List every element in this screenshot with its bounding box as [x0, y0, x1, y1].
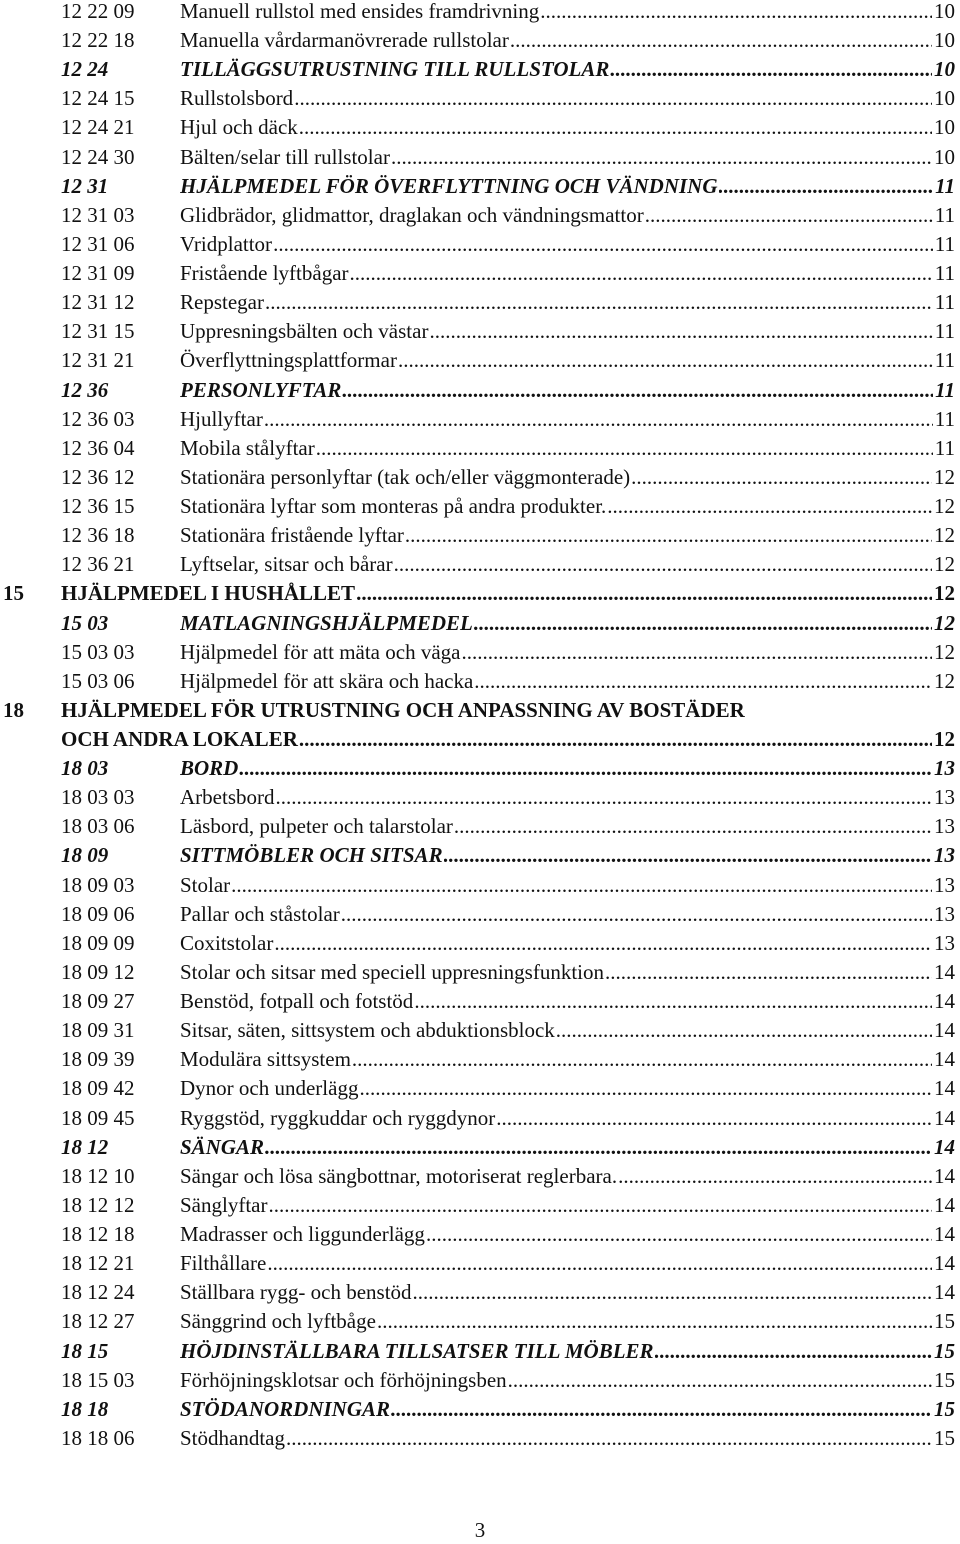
toc-entry[interactable] — [0, 958, 960, 987]
toc-entry[interactable] — [0, 1278, 960, 1307]
dot-leader — [267, 1249, 932, 1278]
dot-leader — [391, 143, 932, 172]
toc-entry-page: 11 — [934, 231, 955, 256]
toc-entry-line — [180, 783, 955, 812]
toc-entry-code: 18 09 06 — [61, 901, 135, 926]
toc-entry[interactable] — [0, 1016, 960, 1045]
toc-entry-page: 10 — [934, 86, 955, 111]
toc-entry[interactable] — [0, 871, 960, 900]
toc-entry[interactable] — [0, 1045, 960, 1074]
toc-entry-line — [180, 84, 955, 113]
toc-entry-title: Glidbrädor, glidmattor, draglakan och vändningsmattor — [180, 202, 644, 227]
toc-entry-line — [180, 1045, 955, 1074]
toc-entry-line — [180, 434, 955, 463]
toc-entry-line — [180, 1278, 955, 1307]
dot-leader — [352, 1045, 932, 1074]
dot-leader — [496, 1104, 932, 1133]
toc-entry-title: HJÄLPMEDEL FÖR UTRUSTNING OCH ANPASSNING AV BOSTÄDER — [61, 697, 745, 722]
toc-entry-title: Sitsar, säten, sittsystem och abduktionsblock — [180, 1018, 555, 1043]
toc-entry-title: Manuell rullstol med ensides framdrivning — [180, 0, 540, 23]
toc-entry-title: HJÄLPMEDEL FÖR ÖVERFLYTTNING OCH VÄNDNING — [180, 173, 718, 198]
toc-entry-page: 12 — [934, 610, 955, 635]
dot-leader — [265, 288, 933, 317]
toc-entry-line — [180, 288, 955, 317]
toc-entry[interactable] — [0, 317, 960, 346]
toc-entry-page: 11 — [934, 202, 955, 227]
toc-entry-title: STÖDANORDNINGAR — [180, 1396, 391, 1421]
toc-entry-page: 12 — [934, 523, 955, 548]
toc-entry-line — [180, 871, 955, 900]
toc-entry-title: Modulära sittsystem — [180, 1047, 351, 1072]
toc-entry[interactable] — [0, 1104, 960, 1133]
toc-entry-title: TILLÄGGSUTRUSTNING TILL RULLSTOLAR — [180, 57, 610, 82]
toc-entry[interactable] — [0, 638, 960, 667]
toc-entry-title: HJÄLPMEDEL I HUSHÅLLET — [61, 581, 356, 606]
toc-entry[interactable] — [0, 841, 960, 870]
toc-entry-line — [180, 492, 955, 521]
toc-entry-page: 13 — [934, 930, 955, 955]
toc-entry-code: 12 22 09 — [61, 0, 135, 23]
toc-entry-line — [180, 376, 955, 405]
toc-entry[interactable] — [0, 0, 960, 26]
toc-entry[interactable] — [0, 609, 960, 638]
toc-entry-title: Stödhandtag — [180, 1425, 285, 1450]
dot-leader — [286, 1424, 932, 1453]
toc-entry-title-continued: OCH ANDRA LOKALER — [61, 726, 298, 751]
toc-entry[interactable] — [0, 579, 960, 608]
dot-leader — [605, 958, 932, 987]
toc-entry[interactable] — [0, 754, 960, 783]
toc-entry-title: Sängar och lösa sängbottnar, motoriserat reglerbara. — [180, 1163, 618, 1188]
toc-entry[interactable] — [0, 667, 960, 696]
dot-leader — [350, 259, 933, 288]
toc-entry-line — [180, 55, 955, 84]
toc-entry-line — [180, 405, 955, 434]
dot-leader — [405, 521, 932, 550]
toc-entry-title: Stolar — [180, 872, 231, 897]
page-number: 3 — [474, 1518, 486, 1542]
toc-entry-title: Stationära fristående lyftar — [180, 523, 404, 548]
toc-entry-line — [61, 725, 955, 754]
toc-entry-line — [180, 1220, 955, 1249]
toc-entry-title: Benstöd, fotpall och fotstöd — [180, 989, 414, 1014]
toc-entry-page: 12 — [934, 494, 955, 519]
dot-leader — [631, 463, 932, 492]
toc-entry-page: 14 — [934, 1105, 955, 1130]
toc-entry[interactable] — [0, 900, 960, 929]
toc-entry-title: Hjullyftar — [180, 406, 263, 431]
toc-entry-code: 12 36 18 — [61, 523, 135, 548]
toc-entry-line — [180, 1249, 955, 1278]
toc-entry-page: 15 — [934, 1425, 955, 1450]
toc-entry-page: 11 — [935, 377, 955, 402]
toc-entry-page: 12 — [934, 639, 955, 664]
dot-leader — [540, 0, 932, 26]
dot-leader — [341, 900, 932, 929]
dot-leader — [556, 1016, 932, 1045]
toc-entry-title: Lyftselar, sitsar och bårar — [180, 552, 393, 577]
toc-entry-code: 15 03 — [61, 610, 109, 635]
dot-leader — [359, 1074, 932, 1103]
toc-entry-title: Dynor och underlägg — [180, 1076, 359, 1101]
toc-entry[interactable] — [0, 463, 960, 492]
toc-entry-line — [180, 201, 955, 230]
toc-entry-code: 15 03 06 — [61, 668, 135, 693]
toc-entry[interactable] — [0, 1162, 960, 1191]
toc-entry[interactable] — [0, 1220, 960, 1249]
toc-entry-page: 14 — [934, 1076, 955, 1101]
toc-entry-code: 18 12 18 — [61, 1222, 135, 1247]
toc-entry-page: 15 — [934, 1396, 955, 1421]
toc-entry-title: BORD — [180, 756, 239, 781]
toc-entry-code: 12 31 06 — [61, 231, 135, 256]
toc-entry-title: Sänggrind och lyftbåge — [180, 1309, 376, 1334]
toc-entry-line — [180, 346, 955, 375]
toc-entry-page: 13 — [934, 901, 955, 926]
toc-entry-page: 13 — [934, 756, 955, 781]
dot-leader — [618, 1162, 932, 1191]
toc-entry-page: 14 — [934, 1163, 955, 1188]
toc-entry-page: 13 — [934, 814, 955, 839]
dot-leader — [342, 376, 933, 405]
toc-entry-page: 14 — [934, 959, 955, 984]
toc-entry-page: 13 — [934, 872, 955, 897]
dot-leader — [426, 1220, 932, 1249]
toc-entry-page: 13 — [934, 785, 955, 810]
toc-entry[interactable] — [0, 696, 960, 754]
toc-entry[interactable] — [0, 230, 960, 259]
toc-entry-page: 15 — [934, 1309, 955, 1334]
toc-entry-code: 12 24 30 — [61, 144, 135, 169]
toc-entry[interactable] — [0, 84, 960, 113]
toc-entry-title: Fristående lyftbågar — [180, 261, 349, 286]
toc-entry-title: Rullstolsbord — [180, 86, 294, 111]
toc-entry[interactable] — [0, 1307, 960, 1336]
toc-entry-code: 18 12 10 — [61, 1163, 135, 1188]
toc-entry-code: 18 09 27 — [61, 989, 135, 1014]
toc-entry[interactable] — [0, 1337, 960, 1366]
toc-entry-code: 18 18 — [61, 1396, 109, 1421]
dot-leader — [299, 113, 932, 142]
toc-entry-line — [180, 463, 955, 492]
toc-entry-code: 12 31 21 — [61, 348, 135, 373]
toc-entry[interactable] — [0, 1366, 960, 1395]
toc-entry-code: 12 36 15 — [61, 494, 135, 519]
toc-entry-page: 11 — [934, 261, 955, 286]
toc-entry-line — [180, 638, 955, 667]
toc-entry-code: 18 12 27 — [61, 1309, 135, 1334]
dot-leader — [655, 1337, 932, 1366]
toc-entry-line — [180, 1307, 955, 1336]
toc-entry[interactable] — [0, 550, 960, 579]
dot-leader — [454, 812, 932, 841]
toc-entry-page: 10 — [934, 115, 955, 140]
toc-entry-page: 12 — [934, 726, 955, 751]
toc-entry-line — [180, 812, 955, 841]
toc-entry-code: 15 — [3, 581, 24, 606]
toc-entry-title: Manuella vårdarmanövrerade rullstolar — [180, 28, 509, 53]
toc-entry-code: 18 09 — [61, 843, 109, 868]
dot-leader — [414, 987, 932, 1016]
dot-leader — [265, 1133, 932, 1162]
toc-entry-title: Sänglyftar — [180, 1192, 268, 1217]
toc-entry-code: 18 12 12 — [61, 1192, 135, 1217]
toc-entry-code: 18 09 03 — [61, 872, 135, 897]
dot-leader — [274, 929, 932, 958]
toc-entry-line — [180, 1016, 955, 1045]
toc-entry-code: 18 — [3, 697, 24, 722]
toc-entry-code: 12 31 09 — [61, 261, 135, 286]
toc-entry[interactable] — [0, 113, 960, 142]
toc-entry-code: 18 15 — [61, 1338, 109, 1363]
toc-entry-line — [180, 929, 955, 958]
toc-entry-title: Arbetsbord — [180, 785, 275, 810]
toc-entry-page: 13 — [934, 843, 955, 868]
toc-entry-title: SÄNGAR — [180, 1134, 265, 1159]
toc-entry-title: SITTMÖBLER OCH SITSAR — [180, 843, 443, 868]
dot-leader — [607, 492, 932, 521]
dot-leader — [275, 783, 932, 812]
toc-entry-code: 12 24 15 — [61, 86, 135, 111]
toc-entry[interactable] — [0, 929, 960, 958]
toc-entry-line — [180, 958, 955, 987]
toc-entry-page: 11 — [934, 406, 955, 431]
toc-entry-page: 15 — [934, 1367, 955, 1392]
toc-entry-page: 10 — [934, 28, 955, 53]
toc-entry-line — [180, 113, 955, 142]
toc-entry-line — [180, 259, 955, 288]
toc-entry-line — [180, 1424, 955, 1453]
toc-entry-page: 12 — [934, 581, 955, 606]
toc-entry-line — [180, 987, 955, 1016]
toc-entry-line — [180, 900, 955, 929]
dot-leader — [645, 201, 933, 230]
toc-entry-code: 18 09 39 — [61, 1047, 135, 1072]
toc-entry[interactable] — [0, 288, 960, 317]
toc-entry[interactable] — [0, 1249, 960, 1278]
toc-entry[interactable] — [0, 405, 960, 434]
toc-entry-page: 15 — [934, 1338, 955, 1363]
toc-entry[interactable] — [0, 1424, 960, 1453]
toc-entry-page: 11 — [934, 348, 955, 373]
toc-entry-code: 18 03 03 — [61, 785, 135, 810]
toc-entry-page: 12 — [934, 668, 955, 693]
toc-entry[interactable] — [0, 26, 960, 55]
toc-entry[interactable] — [0, 143, 960, 172]
toc-entry-code: 18 12 24 — [61, 1280, 135, 1305]
toc-entry-code: 18 03 — [61, 756, 109, 781]
toc-entry[interactable] — [0, 55, 960, 84]
dot-leader — [268, 1191, 932, 1220]
dot-leader — [510, 26, 932, 55]
toc-entry-line — [180, 1074, 955, 1103]
toc-entry[interactable] — [0, 1191, 960, 1220]
toc-entry-code: 18 12 — [61, 1134, 109, 1159]
toc-entry-code: 18 15 03 — [61, 1367, 135, 1392]
toc-entry-code: 18 09 31 — [61, 1018, 135, 1043]
toc-entry-code: 12 36 04 — [61, 435, 135, 460]
toc-entry-page: 12 — [934, 552, 955, 577]
dot-leader — [610, 55, 932, 84]
toc-entry-code: 12 31 — [61, 173, 109, 198]
toc-entry-code: 15 03 03 — [61, 639, 135, 664]
toc-entry-title: Överflyttningsplattformar — [180, 348, 397, 373]
toc-entry-code: 12 31 03 — [61, 202, 135, 227]
dot-leader — [444, 841, 932, 870]
dot-leader — [294, 84, 932, 113]
toc-entry-page: 11 — [934, 319, 955, 344]
toc-entry-title: Pallar och ståstolar — [180, 901, 340, 926]
toc-entry-title: PERSONLYFTAR — [180, 377, 342, 402]
toc-entry-page: 10 — [934, 57, 955, 82]
toc-entry-title: Hjul och däck — [180, 115, 298, 140]
toc-entry-page: 10 — [934, 0, 955, 23]
toc-entry[interactable] — [0, 376, 960, 405]
dot-leader — [508, 1366, 932, 1395]
toc-entry-title: Läsbord, pulpeter och talarstolar — [180, 814, 453, 839]
toc-entry-page: 11 — [934, 290, 955, 315]
toc-entry-line — [180, 172, 955, 201]
dot-leader — [394, 550, 932, 579]
toc-entry-code: 12 36 21 — [61, 552, 135, 577]
toc-entry-title: Hjälpmedel för att skära och hacka — [180, 668, 474, 693]
toc-entry-title: HÖJDINSTÄLLBARA TILLSATSER TILL MÖBLER — [180, 1338, 654, 1363]
dot-leader — [413, 1278, 932, 1307]
dot-leader — [231, 871, 932, 900]
toc-entry-code: 12 36 — [61, 377, 109, 402]
toc-entry[interactable] — [0, 172, 960, 201]
toc-entry-line — [180, 26, 955, 55]
toc-entry-title: Förhöjningsklotsar och förhöjningsben — [180, 1367, 507, 1392]
dot-leader — [391, 1395, 932, 1424]
dot-leader — [461, 638, 932, 667]
toc-entry-title: Ryggstöd, ryggkuddar och ryggdynor — [180, 1105, 496, 1130]
toc-entry-line — [180, 1395, 955, 1424]
toc-entry-line — [180, 143, 955, 172]
toc-entry-code: 12 31 12 — [61, 290, 135, 315]
toc-entry[interactable] — [0, 1074, 960, 1103]
toc-entry-line — [180, 609, 955, 638]
toc-entry-code: 18 09 42 — [61, 1076, 135, 1101]
toc-entry-title: Stationära lyftar som monteras på andra produkter. — [180, 494, 607, 519]
toc-entry-code: 12 36 12 — [61, 464, 135, 489]
toc-entry[interactable] — [0, 783, 960, 812]
toc-entry-title: Filthållare — [180, 1251, 267, 1276]
toc-entry-title: Uppresningsbälten och västar — [180, 319, 429, 344]
toc-entry-code: 18 09 12 — [61, 959, 135, 984]
toc-entry-page: 14 — [934, 1134, 955, 1159]
toc-entry-title: Stationära personlyftar (tak och/eller väggmonterade) — [180, 464, 631, 489]
toc-entry-code: 12 31 15 — [61, 319, 135, 344]
toc-entry-line — [180, 667, 955, 696]
toc-entry-code: 12 24 — [61, 57, 109, 82]
toc-entry-line — [180, 1337, 955, 1366]
dot-leader — [264, 405, 933, 434]
toc-entry-line — [180, 1162, 955, 1191]
toc-entry-code: 12 22 18 — [61, 28, 135, 53]
toc-entry-page: 14 — [934, 1192, 955, 1217]
dot-leader — [356, 579, 932, 608]
toc-entry-title: Coxitstolar — [180, 930, 274, 955]
dot-leader — [719, 172, 934, 201]
toc-entry-title: Madrasser och liggunderlägg — [180, 1222, 425, 1247]
dot-leader — [273, 230, 933, 259]
toc-entry-code: 18 18 06 — [61, 1425, 135, 1450]
toc-entry-page: 10 — [934, 144, 955, 169]
toc-entry[interactable] — [0, 434, 960, 463]
toc-entry-code: 12 36 03 — [61, 406, 135, 431]
toc-entry-title: Hjälpmedel för att mäta och väga — [180, 639, 461, 664]
toc-entry[interactable] — [0, 492, 960, 521]
toc-entry-code: 18 03 06 — [61, 814, 135, 839]
toc-entry-title: Vridplattor — [180, 231, 273, 256]
toc-entry-title: Ställbara rygg- och benstöd — [180, 1280, 412, 1305]
toc-entry-line — [180, 0, 955, 26]
toc-entry-code: 18 09 45 — [61, 1105, 135, 1130]
dot-leader — [239, 754, 932, 783]
dot-leader — [474, 667, 932, 696]
toc-entry-line — [180, 521, 955, 550]
toc-entry-line — [61, 579, 955, 608]
toc-entry-line — [180, 550, 955, 579]
toc-entry-title: Mobila stålyftar — [180, 435, 315, 460]
toc-entry-page: 11 — [935, 173, 955, 198]
toc-entry-page: 14 — [934, 1280, 955, 1305]
toc-entry-line — [180, 841, 955, 870]
dot-leader — [474, 609, 932, 638]
dot-leader — [316, 434, 933, 463]
toc-entry-line — [180, 1366, 955, 1395]
toc-entry-code: 12 24 21 — [61, 115, 135, 140]
dot-leader — [377, 1307, 932, 1336]
dot-leader — [398, 346, 933, 375]
toc-entry-line — [180, 1191, 955, 1220]
toc-entry-title: MATLAGNINGSHJÄLPMEDEL — [180, 610, 473, 635]
dot-leader — [299, 725, 932, 754]
toc-entry-title: Bälten/selar till rullstolar — [180, 144, 390, 169]
toc-entry-line — [180, 1133, 955, 1162]
toc-entry[interactable] — [0, 346, 960, 375]
toc-entry-line — [180, 1104, 955, 1133]
toc-entry-title: Repstegar — [180, 290, 264, 315]
toc-entry-page: 14 — [934, 1251, 955, 1276]
toc-entry-line — [180, 317, 955, 346]
toc-entry-page: 11 — [934, 435, 955, 460]
toc-entry[interactable] — [0, 987, 960, 1016]
toc-entry-page: 12 — [934, 464, 955, 489]
toc-entry[interactable] — [0, 812, 960, 841]
toc-entry-line — [180, 754, 955, 783]
toc-entry-code: 18 09 09 — [61, 930, 135, 955]
toc-entry[interactable] — [0, 259, 960, 288]
toc-entry[interactable] — [0, 1133, 960, 1162]
toc-entry-page: 14 — [934, 989, 955, 1014]
toc-entry-page: 14 — [934, 1018, 955, 1043]
toc-entry[interactable] — [0, 1395, 960, 1424]
toc-entry[interactable] — [0, 521, 960, 550]
toc-entry-page: 14 — [934, 1047, 955, 1072]
toc-entry-page: 14 — [934, 1222, 955, 1247]
toc-entry-title: Stolar och sitsar med speciell uppresningsfunktion — [180, 959, 605, 984]
dot-leader — [429, 317, 932, 346]
toc-entry-line — [180, 230, 955, 259]
toc-entry[interactable] — [0, 201, 960, 230]
toc-entry-code: 18 12 21 — [61, 1251, 135, 1276]
